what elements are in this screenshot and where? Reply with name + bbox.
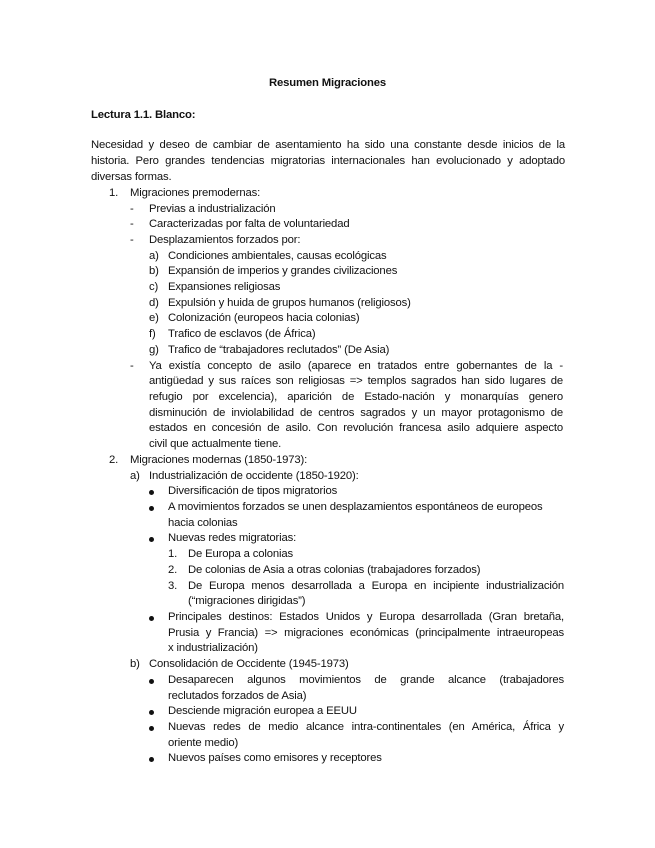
dash-marker: - [130, 203, 134, 215]
list-item: Nuevas redes migratorias: [168, 532, 297, 544]
list-item: Desaparecen algunos movimientos de grande alcance (trabajadores [168, 674, 564, 686]
list-item: x industrialización) [168, 642, 258, 654]
asylum-line: civil que actualmente tiene. [149, 438, 282, 450]
list-item: Diversificación de tipos migratorios [168, 485, 338, 497]
asylum-line: disminución de inviolabilidad de centros sagrados y un mayor protagonismo de [149, 407, 563, 419]
asylum-line: Ya existía concepto de asilo (aparece en tratados entre gobernantes de la - [149, 360, 563, 372]
list-item: Expulsión y huida de grupos humanos (religiosos) [168, 297, 411, 309]
list-item: Expansiones religiosas [168, 281, 281, 293]
list-item: Previas a industrialización [149, 203, 276, 215]
list-item: Trafico de esclavos (de África) [168, 328, 316, 340]
section-1-heading: Migraciones premodernas: [130, 187, 261, 199]
list-number: 2. [109, 454, 119, 466]
list-item: Desciende migración europea a EEUU [168, 705, 357, 717]
letter-marker: b) [130, 658, 140, 670]
asylum-line: estados en concesión de asilo. Con revolución francesa asilo adquiere aspecto [149, 422, 563, 434]
list-item: A movimientos forzados se unen desplazamientos espontáneos de europeos [168, 501, 543, 513]
bullet-marker [149, 679, 154, 684]
bullet-marker [149, 490, 154, 495]
list-item: Nuevas redes de medio alcance intra-continentales (en América, África y [168, 721, 564, 733]
list-item: Prusia y Francia) => migraciones económicas (principalmente intraeuropeas [168, 627, 564, 639]
letter-marker: c) [149, 281, 159, 293]
dash-marker: - [130, 218, 134, 230]
section-heading: Lectura 1.1. Blanco: [91, 109, 196, 121]
intro-line: Necesidad y deseo de cambiar de asentamiento ha sido una constante desde inicios de la [91, 139, 565, 151]
section-2-heading: Migraciones modernas (1850-1973): [130, 454, 308, 466]
letter-marker: g) [149, 344, 159, 356]
list-number: 3. [168, 580, 178, 592]
asylum-line: antigüedad y sus raíces son religiosas => templos sagrados han sido lugares de [149, 375, 563, 387]
list-number: 1. [109, 187, 119, 199]
bullet-marker [149, 506, 154, 511]
list-item: Principales destinos: Estados Unidos y Europa desarrollada (Gran bretaña, [168, 611, 564, 623]
list-item: Trafico de “trabajadores reclutados” (De Asia) [168, 344, 390, 356]
list-number: 1. [168, 548, 178, 560]
list-item: Condiciones ambientales, causas ecológicas [168, 250, 387, 262]
list-item: Colonización (europeos hacia colonias) [168, 312, 360, 324]
asylum-line: refugio por excelencia), aparición de Estado-nación y monarquías genero [149, 391, 563, 403]
letter-marker: a) [149, 250, 159, 262]
bullet-marker [149, 726, 154, 731]
list-item: Nuevos países como emisores y receptores [168, 752, 382, 764]
list-item: oriente medio) [168, 737, 239, 749]
dash-marker: - [130, 234, 134, 246]
subsection-heading: Industrialización de occidente (1850-1920): [149, 470, 359, 482]
page-title: Resumen Migraciones [268, 77, 387, 89]
bullet-marker [149, 616, 154, 621]
list-number: 2. [168, 564, 178, 576]
intro-line: historia. Pero grandes tendencias migratorias internacionales han evolucionado y adoptado [91, 155, 565, 167]
letter-marker: b) [149, 265, 159, 277]
list-item: hacia colonias [168, 517, 238, 529]
list-item: De Europa a colonias [188, 548, 294, 560]
letter-marker: a) [130, 470, 140, 482]
list-item: De colonias de Asia a otras colonias (trabajadores forzados) [188, 564, 481, 576]
list-item: Desplazamientos forzados por: [149, 234, 301, 246]
letter-marker: e) [149, 312, 159, 324]
list-item: Expansión de imperios y grandes civilizaciones [168, 265, 398, 277]
list-item: Caracterizadas por falta de voluntariedad [149, 218, 350, 230]
intro-line: diversas formas. [91, 171, 172, 183]
bullet-marker [149, 537, 154, 542]
list-item: reclutados forzados de Asia) [168, 690, 307, 702]
list-item: De Europa menos desarrollada a Europa en incipiente industrialización [188, 580, 564, 592]
letter-marker: f) [149, 328, 156, 340]
subsection-heading: Consolidación de Occidente (1945-1973) [149, 658, 349, 670]
list-item: (“migraciones dirigidas”) [188, 595, 306, 607]
letter-marker: d) [149, 297, 159, 309]
dash-marker: - [130, 360, 134, 372]
bullet-marker [149, 710, 154, 715]
bullet-marker [149, 757, 154, 762]
